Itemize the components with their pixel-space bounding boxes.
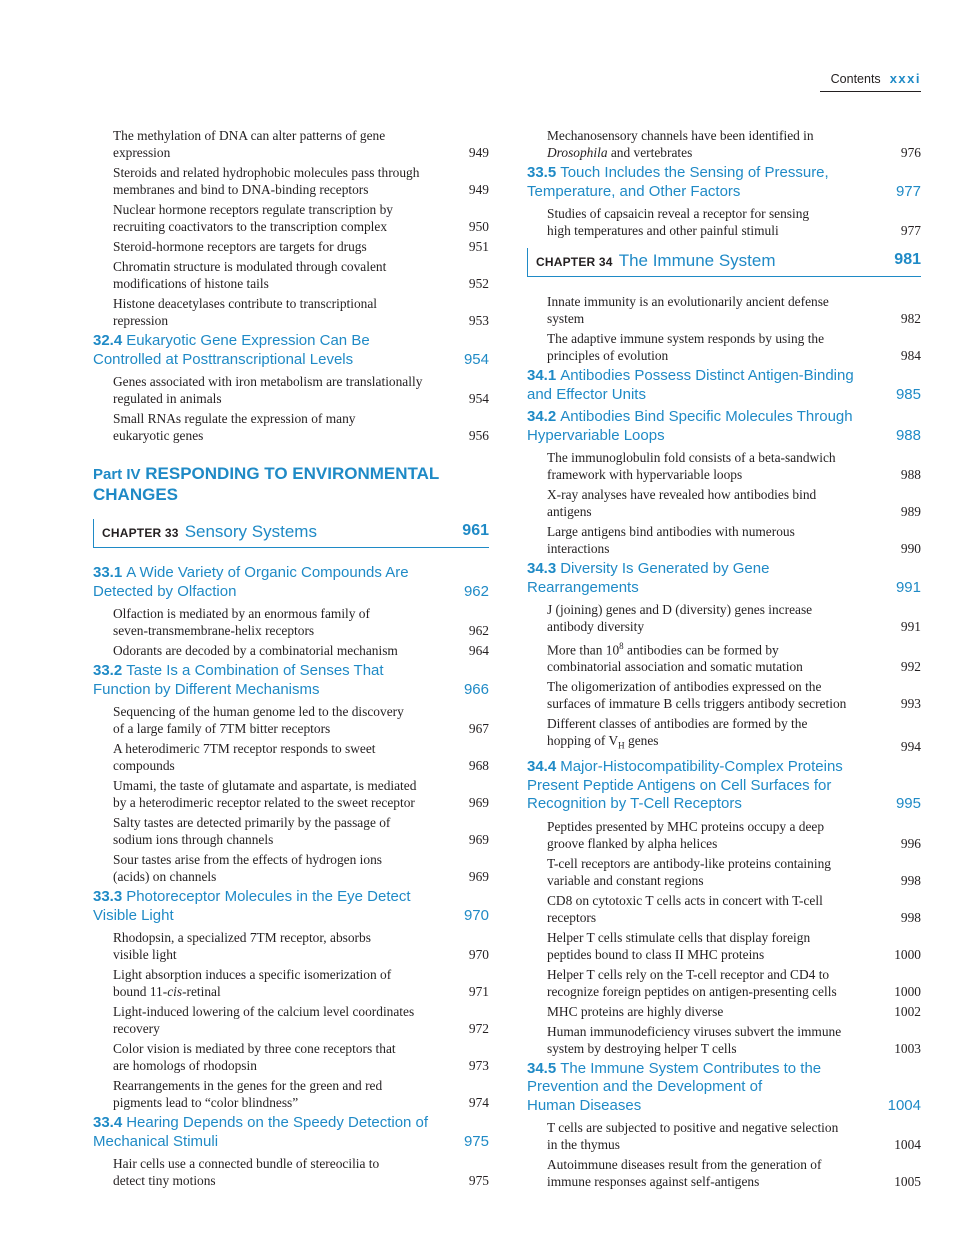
section-page-number: 962 (463, 582, 489, 600)
section-title-line2: Prevention and the Development of (527, 1078, 763, 1096)
entry-text-line1: Light-induced lowering of the calcium level coordinates (113, 1004, 415, 1019)
toc-entry[interactable] (93, 1077, 489, 1111)
entry-page-number: 990 (900, 541, 921, 556)
entry-text-line1: Steroids and related hydrophobic molecules pass through (113, 165, 420, 180)
toc-entry[interactable] (93, 605, 489, 639)
toc-entry[interactable] (93, 703, 489, 737)
entry-page-number: 1004 (894, 1137, 921, 1153)
toc-entry[interactable] (93, 740, 489, 774)
toc-entry[interactable] (93, 929, 489, 963)
entry-page-number: 970 (468, 947, 489, 962)
toc-entry[interactable] (93, 373, 489, 407)
entry-page-number: 971 (468, 984, 489, 999)
entry-page-number: 1002 (894, 1003, 921, 1019)
section-title-line2: Hypervariable Loops (527, 426, 665, 444)
entry-text-line2: are homologs of rhodopsin (113, 1058, 257, 1073)
entry-text-subscript: H (618, 741, 625, 752)
entry-page-number: 988 (900, 467, 921, 482)
entry-text-line2: interactions (547, 541, 610, 556)
entry-text-line2: sodium ions through channels (113, 832, 274, 847)
entry-page-number: 984 (900, 348, 921, 363)
entry-text-fragment: genes (624, 733, 659, 749)
entry-page-number: 967 (468, 721, 489, 736)
entry-text-line1: T cells are subjected to positive and negative selection (547, 1120, 839, 1136)
part-label: Part IV (93, 466, 141, 483)
section-page-number: 954 (463, 350, 489, 368)
section-number: 32.4 (93, 332, 123, 349)
entry-page-number: 972 (468, 1021, 489, 1036)
toc-entry[interactable] (93, 295, 489, 329)
entry-text-line2: peptides bound to class II MHC proteins (547, 946, 765, 962)
chapter-page-number: 981 (894, 251, 921, 268)
entry-page-number: 954 (468, 391, 489, 406)
toc-entry[interactable] (93, 410, 489, 444)
section-title-line3: Human Diseases (527, 1096, 642, 1114)
entry-text-line2: surfaces of immature B cells triggers antibody secretion (547, 696, 847, 712)
entry-page-number: 968 (468, 758, 489, 773)
entry-text-line1: T-cell receptors are antibody-like proteins containing (547, 855, 831, 871)
section-number: 34.3 (527, 560, 557, 577)
entry-text-fragment: hopping of V (547, 733, 619, 749)
toc-entry[interactable] (93, 777, 489, 811)
entry-text-line2: immune responses against self-antigens (547, 1174, 760, 1190)
entry-page-number: 1003 (894, 1040, 921, 1056)
section-page-number: 975 (463, 1132, 489, 1150)
section-title-line2: Mechanical Stimuli (93, 1132, 219, 1150)
entry-text-line1: The adaptive immune system responds by using the (547, 331, 825, 346)
entry-page-number: 964 (468, 643, 489, 658)
section-title-line1: A Wide Variety of Organic Compounds Are (126, 564, 409, 581)
section-page-number: 995 (895, 795, 921, 813)
entry-text-line1: Large antigens bind antibodies with numerous (547, 524, 795, 539)
section-title-line1: Major-Histocompatibility-Complex Proteins (560, 758, 843, 776)
toc-entry[interactable] (527, 523, 921, 557)
entry-page-number: 969 (468, 795, 489, 810)
section-page-number: 977 (895, 182, 921, 200)
section-title-line1: Taste Is a Combination of Senses That (126, 662, 384, 679)
toc-entry[interactable] (527, 855, 921, 889)
entry-text-fragment: More than 10 (547, 642, 620, 658)
entry-text-italic: Drosophila (547, 145, 608, 160)
entry-page-number: 956 (468, 428, 489, 443)
section-title-line2: Controlled at Posttranscriptional Levels (93, 350, 354, 368)
entry-text-line2: in the thymus (547, 1137, 620, 1153)
entry-text-line2: regulated in animals (113, 391, 222, 406)
toc-entry[interactable] (93, 1155, 489, 1189)
entry-text-line1: X-ray analyses have revealed how antibodies bind (547, 487, 817, 502)
section-page-number: 1004 (887, 1096, 921, 1114)
section-title-line1: Antibodies Possess Distinct Antigen-Binding (560, 367, 854, 384)
section-title-line2: Rearrangements (527, 578, 639, 596)
entry-page-number: 949 (468, 182, 489, 197)
entry-page-number: 969 (468, 869, 489, 884)
part-heading[interactable] (93, 464, 489, 505)
entry-text-line1: Different classes of antibodies are formed by the (547, 716, 808, 732)
section-page-number: 988 (895, 426, 921, 444)
entry-text-fragment: -retinal (182, 984, 221, 999)
section-heading-33-4[interactable] (93, 1114, 489, 1151)
section-number: 33.1 (93, 564, 123, 581)
entry-text-line1: Sequencing of the human genome led to the discovery (113, 704, 404, 719)
chapter-label: CHAPTER 34 (536, 255, 613, 269)
entry-text-line2: (acids) on channels (113, 869, 217, 884)
entry-text-line2: detect tiny motions (113, 1173, 216, 1188)
entry-page-number: 991 (900, 619, 921, 634)
section-number: 33.3 (93, 888, 123, 905)
entry-page-number: 952 (468, 276, 489, 291)
entry-text-line1: Steroid-hormone receptors are targets for drugs (113, 239, 367, 254)
entry-text-italic: cis (167, 984, 183, 999)
entry-page-number: 996 (900, 835, 921, 851)
toc-entry[interactable] (93, 127, 489, 161)
section-page-number: 985 (895, 385, 921, 403)
entry-page-number: 977 (900, 223, 921, 238)
toc-entry[interactable] (527, 486, 921, 520)
entry-page-number: 989 (900, 504, 921, 519)
section-number: 34.2 (527, 408, 557, 425)
page-numeral: xxxi (889, 71, 921, 86)
toc-entry[interactable] (527, 1119, 921, 1153)
entry-page-number: 1000 (894, 983, 921, 999)
toc-entry[interactable] (527, 715, 921, 755)
part-title-line2: CHANGES (93, 485, 179, 504)
toc-entry[interactable] (93, 258, 489, 292)
entry-text-line1: Light absorption induces a specific isomerization of (113, 967, 392, 982)
entry-text-line1: Small RNAs regulate the expression of many (113, 411, 356, 426)
chapter-title: Sensory Systems (184, 522, 317, 541)
entry-text-line1: The methylation of DNA can alter patterns of gene (113, 128, 386, 143)
entry-text-line1: Autoimmune diseases result from the generation of (547, 1157, 822, 1173)
toc-entry[interactable] (527, 293, 921, 327)
section-heading-34-2[interactable] (527, 408, 921, 445)
section-title-line1: Photoreceptor Molecules in the Eye Detect (126, 888, 411, 905)
section-title-line2: and Effector Units (527, 385, 646, 403)
section-page-number: 966 (463, 680, 489, 698)
entry-page-number: 969 (468, 832, 489, 847)
entry-text-line2: visible light (113, 947, 177, 962)
toc-entry[interactable] (93, 642, 489, 659)
entry-page-number: 950 (468, 219, 489, 234)
toc-entry[interactable] (527, 601, 921, 635)
section-title-line2: Visible Light (93, 906, 174, 924)
toc-entry[interactable] (527, 818, 921, 852)
section-title-line2: Temperature, and Other Factors (527, 182, 741, 200)
entry-text-line1: Human immunodeficiency viruses subvert the immune (547, 1023, 842, 1039)
entry-text-line2: membranes and bind to DNA-binding receptors (113, 182, 369, 197)
entry-text-line2: seven-transmembrane-helix receptors (113, 623, 315, 638)
toc-entry[interactable] (527, 966, 921, 1000)
entry-page-number: 974 (468, 1095, 489, 1110)
entry-text-line1: Helper T cells stimulate cells that display foreign (547, 929, 811, 945)
entry-text-line2: expression (113, 145, 171, 160)
entry-text-line1: Salty tastes are detected primarily by the passage of (113, 815, 391, 830)
toc-entry[interactable] (527, 929, 921, 963)
entry-page-number: 998 (900, 872, 921, 888)
section-title-line3: Recognition by T-Cell Receptors (527, 795, 742, 813)
chapter-page-number: 961 (462, 522, 489, 539)
entry-text-line1: Innate immunity is an evolutionarily ancient defense (547, 294, 829, 309)
entry-text-line2: antigens (547, 504, 592, 519)
running-header (820, 70, 921, 92)
chapter-title: The Immune System (618, 251, 776, 270)
toc-entry[interactable] (93, 1040, 489, 1074)
entry-text-line2: pigments lead to “color blindness” (113, 1095, 299, 1110)
entry-text-line2: eukaryotic genes (113, 428, 204, 443)
entry-text-line2: groove flanked by alpha helices (547, 835, 718, 851)
toc-entry[interactable] (93, 851, 489, 885)
entry-text-line2: variable and constant regions (547, 872, 704, 888)
entry-text-line1: Odorants are decoded by a combinatorial mechanism (113, 643, 398, 658)
entry-text-line2: antibody diversity (547, 619, 645, 634)
entry-text-line1: Peptides presented by MHC proteins occupy a deep (547, 818, 825, 834)
entry-text-line2: recognize foreign peptides on antigen-presenting cells (547, 983, 837, 999)
entry-text-line2: recruiting coactivators to the transcription complex (113, 219, 388, 234)
entry-page-number: 973 (468, 1058, 489, 1073)
section-number: 34.5 (527, 1059, 557, 1077)
part-title-line1: RESPONDING TO ENVIRONMENTAL (145, 464, 440, 483)
entry-text-line2: compounds (113, 758, 175, 773)
entry-text-line2: by a heterodimeric receptor related to the sweet receptor (113, 795, 415, 810)
left-column (93, 127, 489, 1192)
entry-page-number: 982 (900, 311, 921, 326)
entry-text-line2: principles of evolution (547, 348, 669, 363)
entry-text-line1: The oligomerization of antibodies expressed on the (547, 679, 822, 695)
entry-page-number: 953 (468, 313, 489, 328)
section-number: 33.5 (527, 164, 557, 181)
entry-text-line1: Helper T cells rely on the T-cell receptor and CD4 to (547, 966, 830, 982)
section-title-line2: Present Peptide Antigens on Cell Surfaces for (527, 776, 832, 794)
entry-text-line1: The immunoglobulin fold consists of a beta-sandwich (547, 450, 836, 465)
section-page-number: 991 (895, 578, 921, 596)
section-heading-33-5[interactable] (527, 164, 921, 201)
toc-entry[interactable] (93, 1003, 489, 1037)
toc-entry[interactable] (93, 164, 489, 198)
toc-entry[interactable] (93, 238, 489, 255)
entry-text-line1: MHC proteins are highly diverse (547, 1003, 724, 1019)
entry-page-number: 993 (900, 696, 921, 712)
section-title-line1: Hearing Depends on the Speedy Detection of (126, 1114, 429, 1131)
entry-text-fragment: and vertebrates (607, 145, 693, 160)
toc-entry[interactable] (527, 205, 921, 239)
chapter-label: CHAPTER 33 (102, 526, 179, 540)
toc-entry[interactable] (527, 892, 921, 926)
section-number: 34.4 (527, 758, 557, 776)
entry-text-line1: CD8 on cytotoxic T cells acts in concert with T-cell (547, 892, 823, 908)
toc-entry[interactable] (527, 127, 921, 161)
entry-text-line2: high temperatures and other painful stimuli (547, 223, 779, 238)
section-heading-34-5[interactable] (527, 1060, 921, 1116)
entry-text-line2 (113, 983, 437, 1000)
entry-text-line1: Studies of capsaicin reveal a receptor for sensing (547, 206, 810, 221)
entry-text-line1: Hair cells use a connected bundle of stereocilia to (113, 1156, 380, 1171)
entry-text-line1: J (joining) genes and D (diversity) genes increase (547, 602, 813, 617)
toc-entry[interactable] (93, 814, 489, 848)
entry-text-fragment: antibodies can be formed by (623, 642, 779, 658)
entry-page-number: 949 (468, 145, 489, 160)
section-heading-34-1[interactable] (527, 367, 921, 404)
section-heading-33-3[interactable] (93, 888, 489, 925)
chapter-heading-34[interactable] (527, 248, 921, 277)
right-column (527, 127, 921, 1193)
entry-page-number: 976 (900, 145, 921, 160)
entry-text-line1: Mechanosensory channels have been identified in (547, 128, 814, 143)
section-title-line1: Touch Includes the Sensing of Pressure, (560, 164, 829, 181)
entry-text-line2: system by destroying helper T cells (547, 1040, 737, 1056)
entry-text-line2: repression (113, 313, 169, 328)
entry-text-line2: recovery (113, 1021, 160, 1036)
entry-text-line1 (547, 638, 869, 658)
entry-page-number: 998 (900, 909, 921, 925)
entry-text-line1: Rearrangements in the genes for the green and red (113, 1078, 383, 1093)
toc-entry[interactable] (527, 1156, 921, 1190)
entry-page-number: 994 (900, 739, 921, 755)
entry-text-fragment: bound 11- (113, 984, 168, 999)
toc-entry[interactable] (93, 966, 489, 1000)
section-title-line2: Detected by Olfaction (93, 582, 237, 600)
entry-text-line1: Chromatin structure is modulated through covalent (113, 259, 387, 274)
entry-text-line2: framework with hypervariable loops (547, 467, 743, 482)
entry-text-line2 (547, 144, 869, 161)
section-heading-32-4[interactable] (93, 332, 489, 369)
chapter-heading-33[interactable] (93, 519, 489, 548)
entry-text-line2: receptors (547, 909, 597, 925)
entry-text-line2: combinatorial association and somatic mutation (547, 659, 803, 675)
section-title-line2: Function by Different Mechanisms (93, 680, 320, 698)
entry-text-line2: system (547, 311, 585, 326)
toc-entry[interactable] (527, 449, 921, 483)
entry-page-number: 951 (468, 239, 489, 254)
entry-text-line1: Histone deacetylases contribute to transcriptional (113, 296, 378, 311)
entry-page-number: 1005 (894, 1174, 921, 1190)
section-page-number: 970 (463, 906, 489, 924)
entry-text-line1: Genes associated with iron metabolism are translationally (113, 374, 423, 389)
entry-text-line2 (547, 732, 869, 755)
entry-text-line2: of a large family of 7TM bitter receptors (113, 721, 331, 736)
entry-page-number: 975 (468, 1173, 489, 1188)
toc-entry[interactable] (527, 1023, 921, 1057)
entry-page-number: 1000 (894, 946, 921, 962)
section-heading-33-2[interactable] (93, 662, 489, 699)
section-number: 33.2 (93, 662, 123, 679)
section-number: 33.4 (93, 1114, 123, 1131)
toc-entry[interactable] (527, 1003, 921, 1020)
section-heading-33-1[interactable] (93, 564, 489, 601)
entry-text-line1: A heterodimeric 7TM receptor responds to sweet (113, 741, 376, 756)
entry-text-line1: Rhodopsin, a specialized 7TM receptor, absorbs (113, 930, 371, 945)
entry-text-superscript: 8 (619, 641, 624, 651)
toc-entry[interactable] (527, 638, 921, 675)
section-number: 34.1 (527, 367, 557, 384)
entry-text-line2: modifications of histone tails (113, 276, 269, 291)
entry-page-number: 962 (468, 623, 489, 638)
entry-page-number: 992 (900, 659, 921, 675)
toc-entry[interactable] (93, 201, 489, 235)
entry-text-line1: Umami, the taste of glutamate and aspartate, is mediated (113, 778, 417, 793)
entry-text-line1: Color vision is mediated by three cone receptors that (113, 1041, 396, 1056)
section-title-line1: The Immune System Contributes to the (560, 1059, 822, 1077)
toc-entry[interactable] (527, 678, 921, 712)
toc-entry[interactable] (527, 330, 921, 364)
entry-text-line1: Sour tastes arise from the effects of hydrogen ions (113, 852, 382, 867)
running-header-label: Contents (830, 72, 881, 86)
section-heading-34-4[interactable] (527, 758, 921, 814)
section-title-line1: Eukaryotic Gene Expression Can Be (126, 332, 370, 349)
section-title-line1: Diversity Is Generated by Gene (560, 560, 770, 577)
entry-text-line1: Olfaction is mediated by an enormous family of (113, 606, 370, 621)
section-heading-34-3[interactable] (527, 560, 921, 597)
entry-text-line1: Nuclear hormone receptors regulate transcription by (113, 202, 393, 217)
section-title-line1: Antibodies Bind Specific Molecules Through (560, 408, 853, 425)
